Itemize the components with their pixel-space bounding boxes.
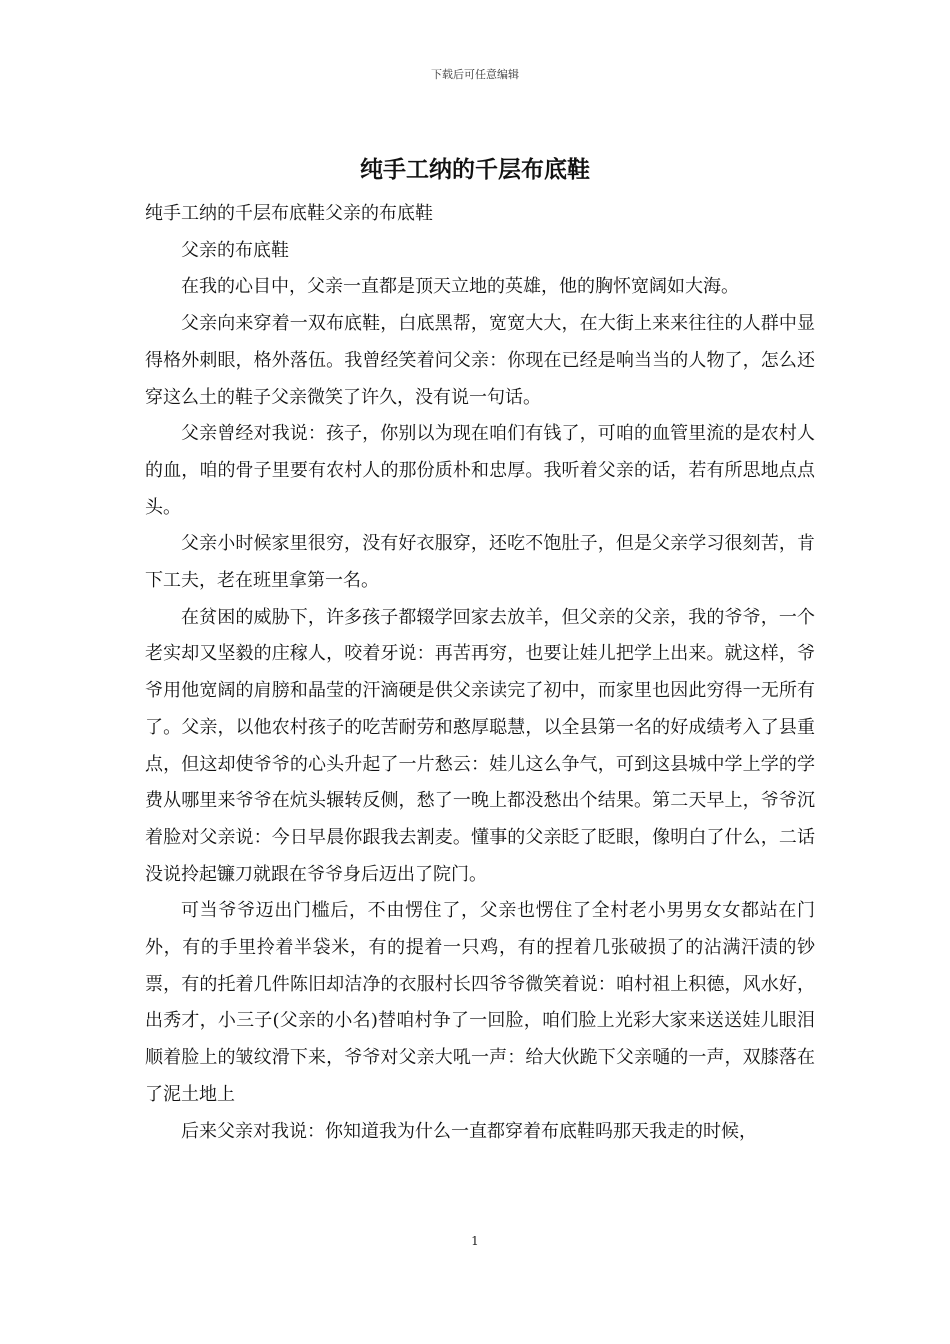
paragraph: 父亲的布底鞋 [181,239,289,261]
paragraph: 父亲曾经对我说：孩子，你别以为现在咱们有钱了，可咱的血管里流的是农村人的血，咱的骨子里要有农村人的那份质朴和忠厚。我听着父亲的话，若有所思地点点头。 [145,423,815,518]
document-title: 纯手工纳的千层布底鞋 [360,156,590,183]
page-number: 1 [471,1234,479,1248]
document-subtitle: 纯手工纳的千层布底鞋父亲的布底鞋 [145,203,433,224]
paragraph: 后来父亲对我说：你知道我为什么一直都穿着布底鞋吗那天我走的时候， [181,1120,757,1142]
document-body [145,196,815,1150]
paragraph: 在贫困的威胁下，许多孩子都辍学回家去放羊，但父亲的父亲，我的爷爷，一个老实却又坚毅的庄稼人，咬着牙说：再苦再穷，也要让娃儿把学上出来。就这样，爷爷用他宽阔的肩膀和晶莹的汗滴硬是供父亲读完了初中，而家里也因此穷得一无所有了。父亲，以他农村孩子的吃苦耐劳和憨厚聪慧，以全县第一名的好成绩考入了县重点，但这却使爷爷的心头升起了一片愁云：娃儿这么争气，可到这县城中学上学的学费从哪里来爷爷在炕头辗转反侧，愁了一晚上都没愁出个结果。第二天早上，爷爷沉着脸对父亲说：今日早晨你跟我去割麦。懂事的父亲眨了眨眼，像明白了什么，二话没说拎起镰刀就跟在爷爷身后迈出了院门。 [145,606,815,885]
paragraph: 父亲小时候家里很穷，没有好衣服穿，还吃不饱肚子，但是父亲学习很刻苦，肯下工夫，老在班里拿第一名。 [145,533,815,592]
paragraph: 在我的心目中，父亲一直都是顶天立地的英雄，他的胸怀宽阔如大海。 [181,276,739,298]
page-header-note: 下载后可任意编辑 [431,68,519,81]
paragraph: 父亲向来穿着一双布底鞋，白底黑帮，宽宽大大，在大街上来来往往的人群中显得格外刺眼，格外落伍。我曾经笑着问父亲：你现在已经是响当当的人物了，怎么还穿这么土的鞋子父亲微笑了许久，没有说一句话。 [145,313,815,408]
paragraph: 可当爷爷迈出门槛后，不由愣住了，父亲也愣住了全村老小男男女女都站在门外，有的手里拎着半袋米，有的提着一只鸡，有的捏着几张破损了的沾满汗渍的钞票，有的托着几件陈旧却洁净的衣服村长四爷爷微笑着说：咱村祖上积德，风水好，出秀才，小三子(父亲的小名)替咱村争了一回脸，咱们脸上光彩大家来送送娃儿眼泪顺着脸上的皱纹滑下来，爷爷对父亲大吼一声：给大伙跪下父亲嗵的一声，双膝落在了泥土地上 [145,900,815,1105]
